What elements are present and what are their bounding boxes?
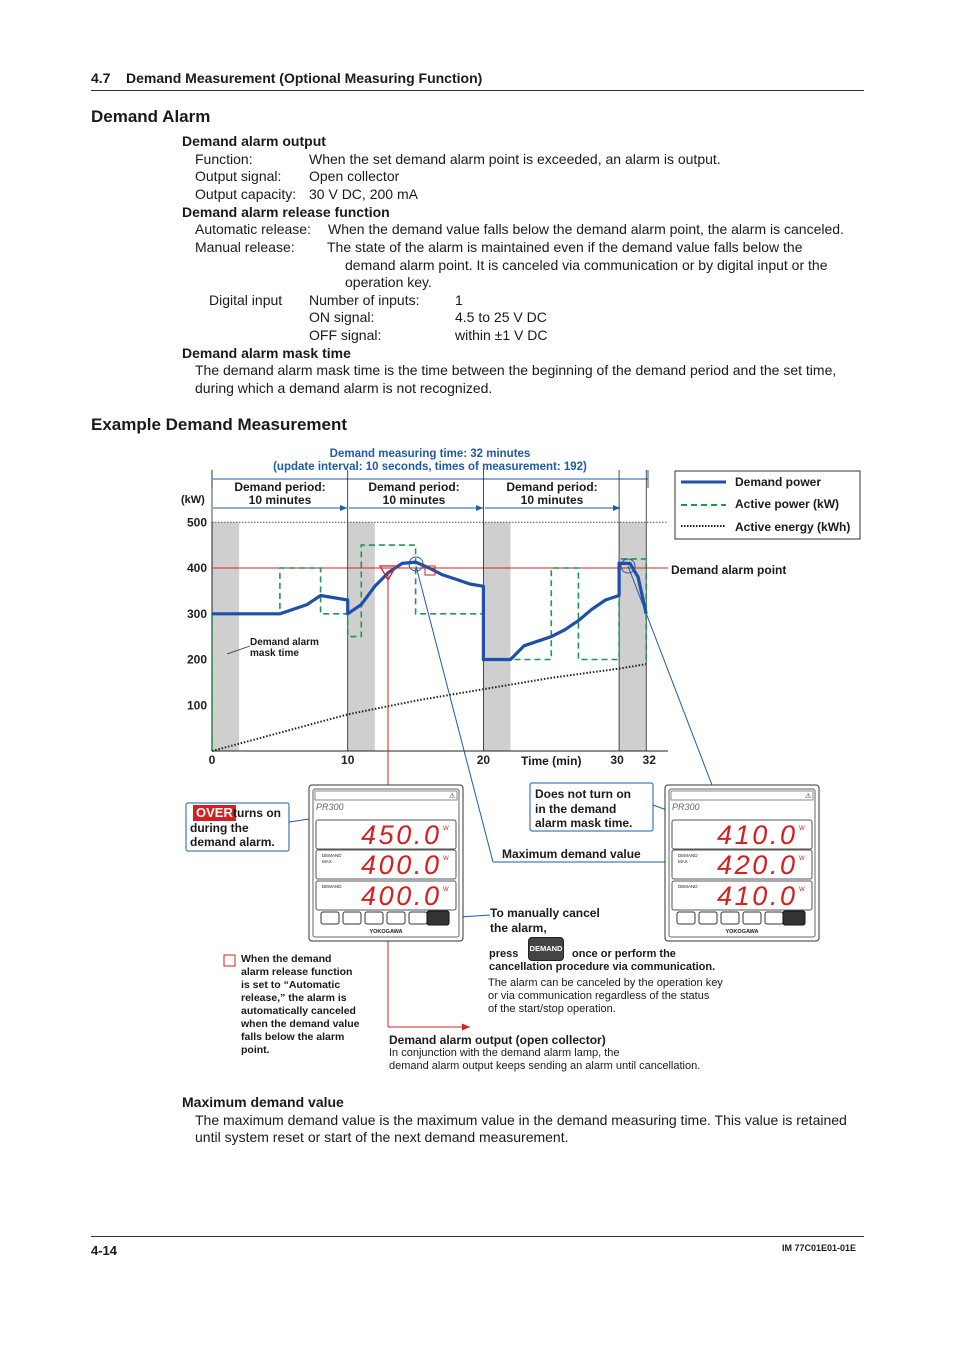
mask-line2: during which a demand alarm is not recognized. <box>195 380 493 396</box>
period-1-line2: 10 minutes <box>248 493 312 507</box>
demand-alarm-heading: Demand Alarm <box>91 107 211 126</box>
meter-left-label-3-0: DEMAND <box>322 884 342 889</box>
period-label-2 <box>356 481 472 507</box>
meter-left-brand: YOKOGAWA <box>369 929 403 935</box>
capacity-value: 30 V DC, 200 mA <box>309 186 418 202</box>
page-number: 4-14 <box>91 1243 118 1258</box>
meter-left <box>309 785 463 941</box>
meter-right-key-4[interactable] <box>743 912 761 924</box>
mask-callout-text <box>535 787 632 831</box>
y-tick-400: 400 <box>186 561 207 575</box>
auto-line-3: is set to “Automatic <box>241 979 341 991</box>
auto-release-legend-box <box>224 955 235 966</box>
measuring-time-line1: Demand measuring time: 32 minutes <box>329 448 531 460</box>
output-heading: Demand alarm output <box>182 133 326 149</box>
meter-right-warning-icon: ⚠ <box>805 793 812 800</box>
manual-line2: demand alarm point. It is canceled via communication or by digital input or the <box>345 257 828 273</box>
measuring-time-line2: (update interval: 10 seconds, times of measurement: 192) <box>273 461 587 473</box>
demand-plot <box>187 470 668 767</box>
meter-right-label-3-0: DEMAND <box>678 884 698 889</box>
auto-line-8: point. <box>241 1044 270 1056</box>
meter-left-key-2[interactable] <box>343 912 361 924</box>
press-after: once or perform the <box>572 948 676 960</box>
signal-value: Open collector <box>309 168 400 184</box>
meter-left-warning-icon: ⚠ <box>449 793 456 800</box>
capacity-label: Output capacity: <box>195 186 297 202</box>
auto-line-1: When the demand <box>241 953 332 965</box>
meter-right-unit-2: W <box>799 856 805 862</box>
period-label-1 <box>222 481 338 507</box>
press-line2: cancellation procedure via communication. <box>489 961 716 973</box>
meter-left-unit-2: W <box>443 856 449 862</box>
cancel-note <box>488 977 723 1016</box>
y-tick-200: 200 <box>186 652 207 667</box>
meter-right-key-2[interactable] <box>699 912 717 924</box>
doc-id: IM 77C01E01-01E <box>782 1243 857 1253</box>
x-axis-label: Time (min) <box>521 754 582 768</box>
meter-left-unit-3: W <box>443 887 449 893</box>
section-number: 4.7 <box>91 70 111 86</box>
auto-line-2: alarm release function <box>241 966 353 978</box>
y-tick-100: 100 <box>186 698 207 713</box>
meter-left-label-2-0: DEMAND <box>322 853 342 858</box>
auto-release-note <box>241 953 359 1057</box>
inputs-label: Number of inputs: <box>309 292 420 308</box>
inputs-value: 1 <box>455 292 463 308</box>
alarm-output-note <box>389 1047 700 1073</box>
note-line2: or via communication regardless of the status <box>488 990 710 1002</box>
period-3-line2: 10 minutes <box>520 493 584 507</box>
max-demand-label: Maximum demand value <box>502 847 641 861</box>
meter-left-value-1: 450.0 <box>361 820 439 850</box>
auto-line-6: when the demand value <box>241 1018 360 1030</box>
digital-label: Digital input <box>209 292 283 308</box>
meter-left-model-logo: PR300 <box>316 802 344 812</box>
mask-zone-4 <box>619 522 646 751</box>
legend-demand-power: Demand power <box>735 475 822 489</box>
auto-line-7: falls below the alarm <box>241 1031 345 1043</box>
meter-left-key-5[interactable] <box>409 912 427 924</box>
no-turn-line1: Does not turn on <box>535 787 631 801</box>
meter-right-model-logo: PR300 <box>672 802 700 812</box>
on-signal-value: 4.5 to 25 V DC <box>455 309 547 325</box>
legend-active-power: Active power (kW) <box>735 497 840 511</box>
meter-left-value-2: 400.0 <box>361 850 439 880</box>
meter-right-label-2-0: DEMAND <box>678 853 698 858</box>
press-label: press <box>489 948 519 960</box>
manual-label: Manual release: <box>195 239 295 255</box>
mask-time-line1: Demand alarm <box>250 637 319 648</box>
meter-right-value-2: 420.0 <box>717 850 795 880</box>
cancel-pointer <box>460 915 490 917</box>
x-tick-30: 30 <box>610 753 624 767</box>
output-line2: demand alarm output keeps sending an alarm until cancellation. <box>389 1060 701 1072</box>
period-3-line1: Demand period: <box>506 480 598 494</box>
meter-left-key-4[interactable] <box>387 912 405 924</box>
function-value: When the set demand alarm point is exceeded, an alarm is output. <box>309 151 721 167</box>
manual-line1: The state of the alarm is maintained even if the demand value falls below the <box>327 239 803 255</box>
series-active-energy <box>212 664 646 751</box>
x-tick-20: 20 <box>476 753 491 767</box>
mask-time-line2: mask time <box>250 648 299 659</box>
max-demand-heading: Maximum demand value <box>182 1094 344 1110</box>
meter-right-key-5[interactable] <box>765 912 783 924</box>
mask-line1: The demand alarm mask time is the time between the beginning of the demand period and the set time, <box>195 362 837 378</box>
meter-right-key-3[interactable] <box>721 912 739 924</box>
off-signal-value: within ±1 V DC <box>455 327 548 343</box>
max-demand-line2: until system reset or start of the next demand measurement. <box>195 1129 569 1145</box>
mask-heading: Demand alarm mask time <box>182 345 351 361</box>
note-line1: The alarm can be canceled by the operation key <box>488 977 723 989</box>
function-label: Function: <box>195 151 253 167</box>
cancel-line2: the alarm, <box>490 920 547 935</box>
auto-line-4: release,” the alarm is <box>241 992 347 1004</box>
x-tick-10: 10 <box>341 753 355 767</box>
meter-right-brand: YOKOGAWA <box>725 929 759 935</box>
x-tick-0: 0 <box>208 753 216 767</box>
mask-time-label <box>250 637 319 659</box>
y-tick-300: 300 <box>186 606 207 621</box>
release-heading: Demand alarm release function <box>182 204 390 220</box>
over-badge: OVER <box>193 805 236 821</box>
footer-rule <box>91 1236 864 1237</box>
cancel-line1: To manually cancel <box>490 906 600 920</box>
no-turn-line3: alarm mask time. <box>535 816 633 830</box>
alarm-output-heading: Demand alarm output (open collector) <box>389 1033 606 1047</box>
meter-left-key-1[interactable] <box>321 912 339 924</box>
on-signal-label: ON signal: <box>309 309 375 325</box>
section-title: Demand Measurement (Optional Measuring Function) <box>126 70 483 86</box>
meter-left-unit-1: W <box>443 826 449 832</box>
period-2-line1: Demand period: <box>368 480 460 494</box>
y-unit-label: (kW) <box>181 494 205 506</box>
meter-right-value-3: 410.0 <box>717 881 795 911</box>
meter-right-unit-1: W <box>799 826 805 832</box>
meter-right-demand-key[interactable] <box>783 911 805 925</box>
over-text-line2: during the <box>190 821 249 835</box>
legend-active-energy: Active energy (kWh) <box>735 520 851 534</box>
meter-left-value-3: 400.0 <box>361 881 439 911</box>
meter-left-label-2-1: MAX <box>322 859 332 864</box>
mask-zone-3 <box>483 522 510 751</box>
auto-line-5: automatically canceled <box>241 1005 356 1017</box>
meter-right-unit-3: W <box>799 887 805 893</box>
output-line1: In conjunction with the demand alarm lamp, the <box>389 1047 620 1059</box>
off-signal-label: OFF signal: <box>309 327 382 343</box>
max-demand-line1: The maximum demand value is the maximum value in the demand measuring time. This value is retained <box>195 1112 847 1128</box>
period-1-line1: Demand period: <box>234 480 326 494</box>
meter-left-demand-key[interactable] <box>427 911 449 925</box>
over-text-line3: demand alarm. <box>190 835 275 849</box>
meter-right <box>665 785 819 941</box>
period-label-3 <box>494 481 610 507</box>
no-turn-line2: in the demand <box>535 801 617 816</box>
meter-right-label-2-1: MAX <box>678 859 688 864</box>
demand-key-button[interactable]: DEMAND <box>528 937 564 961</box>
y-tick-500: 500 <box>186 515 207 530</box>
automatic-label: Automatic release: <box>195 221 311 237</box>
over-text-line1: turns on <box>233 806 281 820</box>
mask-zone-1 <box>212 522 239 751</box>
x-tick-32: 32 <box>642 753 656 767</box>
period-2-line2: 10 minutes <box>382 493 446 507</box>
note-line3: of the start/stop operation. <box>488 1003 616 1015</box>
cancel-heading <box>490 906 600 935</box>
meter-left-key-3[interactable] <box>365 912 383 924</box>
meter-right-value-1: 410.0 <box>717 820 795 850</box>
example-heading: Example Demand Measurement <box>91 415 348 434</box>
automatic-text: When the demand value falls below the demand alarm point, the alarm is canceled. <box>328 221 844 237</box>
manual-line3: operation key. <box>345 274 432 290</box>
signal-label: Output signal: <box>195 168 282 184</box>
meter-right-key-1[interactable] <box>677 912 695 924</box>
alarm-point-label: Demand alarm point <box>671 563 787 577</box>
